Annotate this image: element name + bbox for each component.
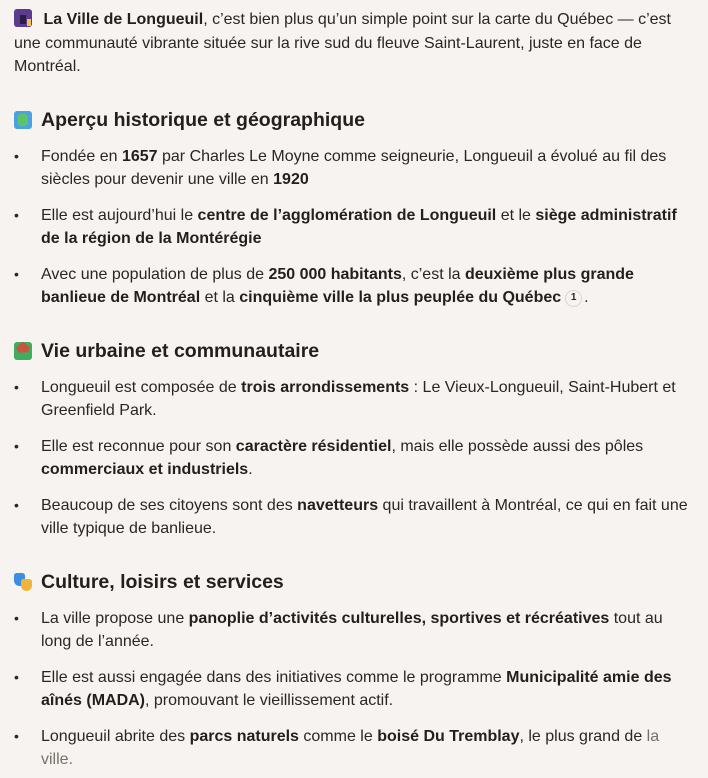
list-item [14, 263, 694, 310]
list-item [14, 376, 694, 423]
text-segment: . [584, 289, 589, 306]
list-item [14, 204, 694, 251]
section-title: Vie urbaine et communautaire [41, 339, 320, 362]
text-segment: Elle est aussi engagée dans des initiatives comme le programme [41, 668, 507, 686]
bold-text: boisé Du Tremblay [377, 727, 520, 745]
text-segment: , c’est la [401, 265, 465, 283]
text-segment: : Le Vieux-Longueuil, Saint-Hubert et Greenfield Park. [41, 378, 676, 419]
text-segment: , c’est bien plus qu’un simple point sur la carte du Québec — c’est une communauté vibrante située sur la rive sud du fleuve Saint-Laurent, juste en face de Montréal. [14, 11, 671, 75]
bold-text: trois arrondissements [241, 378, 410, 396]
bold-text: deuxième plus grande banlieue de Montréal [41, 265, 634, 306]
list-item [14, 145, 694, 192]
bold-text: La Ville de Longueuil [43, 11, 204, 28]
section-heading [14, 107, 694, 133]
bold-text: cinquième ville la plus peuplée du Québec [239, 289, 562, 306]
text-segment: Avec une population de plus de [41, 265, 269, 283]
text-segment: Beaucoup de ses citoyens sont des [41, 496, 298, 514]
text-segment: , promouvant le vieillissement actif. [145, 692, 394, 709]
section-heading [14, 338, 694, 364]
section-title: Aperçu historique et géographique [41, 108, 365, 131]
bold-text: caractère résidentiel [235, 437, 392, 455]
text-segment: Elle est aujourd’hui le [41, 206, 198, 224]
bold-text: siège administratif de la région de la Montérégie [41, 206, 677, 247]
text-segment: la ville. [41, 727, 660, 768]
intro-paragraph [14, 8, 694, 79]
bullet-list [14, 145, 694, 310]
text-segment: Elle est reconnue pour son [41, 437, 236, 455]
text-segment: Fondée en [41, 147, 122, 165]
bold-text: parcs naturels [189, 727, 299, 745]
section-heading [14, 569, 694, 595]
text-segment: tout au long de l’année. [41, 609, 663, 650]
text-segment: qui travaillent à Montréal, ce qui en fait une ville typique de banlieue. [41, 496, 688, 537]
text-segment: par Charles Le Moyne comme seigneurie, Longueuil a évolué au fil des siècles pour devenir une ville en [41, 147, 667, 188]
bold-text: centre de l’agglomération de Longueuil [197, 206, 497, 224]
performing-arts-icon [14, 573, 32, 591]
text-segment: , mais elle possède aussi des pôles [391, 437, 644, 455]
text-segment: comme le [298, 727, 378, 745]
text-segment: . [248, 461, 253, 478]
text-segment: Longueuil abrite des [41, 727, 190, 745]
bold-text: navetteurs [297, 496, 379, 514]
bullet-list [14, 376, 694, 541]
bold-text: 1657 [121, 147, 158, 165]
bold-text: Municipalité amie des aînés (MADA) [41, 668, 672, 709]
bold-text: commerciaux et industriels [41, 461, 249, 478]
bold-text: 250 000 habitants [268, 265, 402, 283]
map-icon [14, 111, 32, 129]
house-garden-icon [14, 342, 32, 360]
text-segment: et le [496, 206, 536, 224]
bullet-list [14, 607, 694, 772]
list-item [14, 494, 694, 541]
list-item [14, 725, 694, 772]
text-segment: , le plus grand de [519, 727, 647, 745]
text-segment: et la [200, 289, 240, 306]
bold-text: 1920 [273, 171, 309, 188]
list-item [14, 666, 694, 713]
night-city-icon [14, 9, 32, 27]
text-segment: Longueuil est composée de [41, 378, 242, 396]
section-title: Culture, loisirs et services [41, 570, 284, 593]
citation-badge[interactable]: 1 [565, 290, 582, 307]
list-item [14, 607, 694, 654]
text-segment: La ville propose une [41, 609, 189, 627]
list-item [14, 435, 694, 482]
bold-text: panoplie d’activités culturelles, sportives et récréatives [188, 609, 610, 627]
